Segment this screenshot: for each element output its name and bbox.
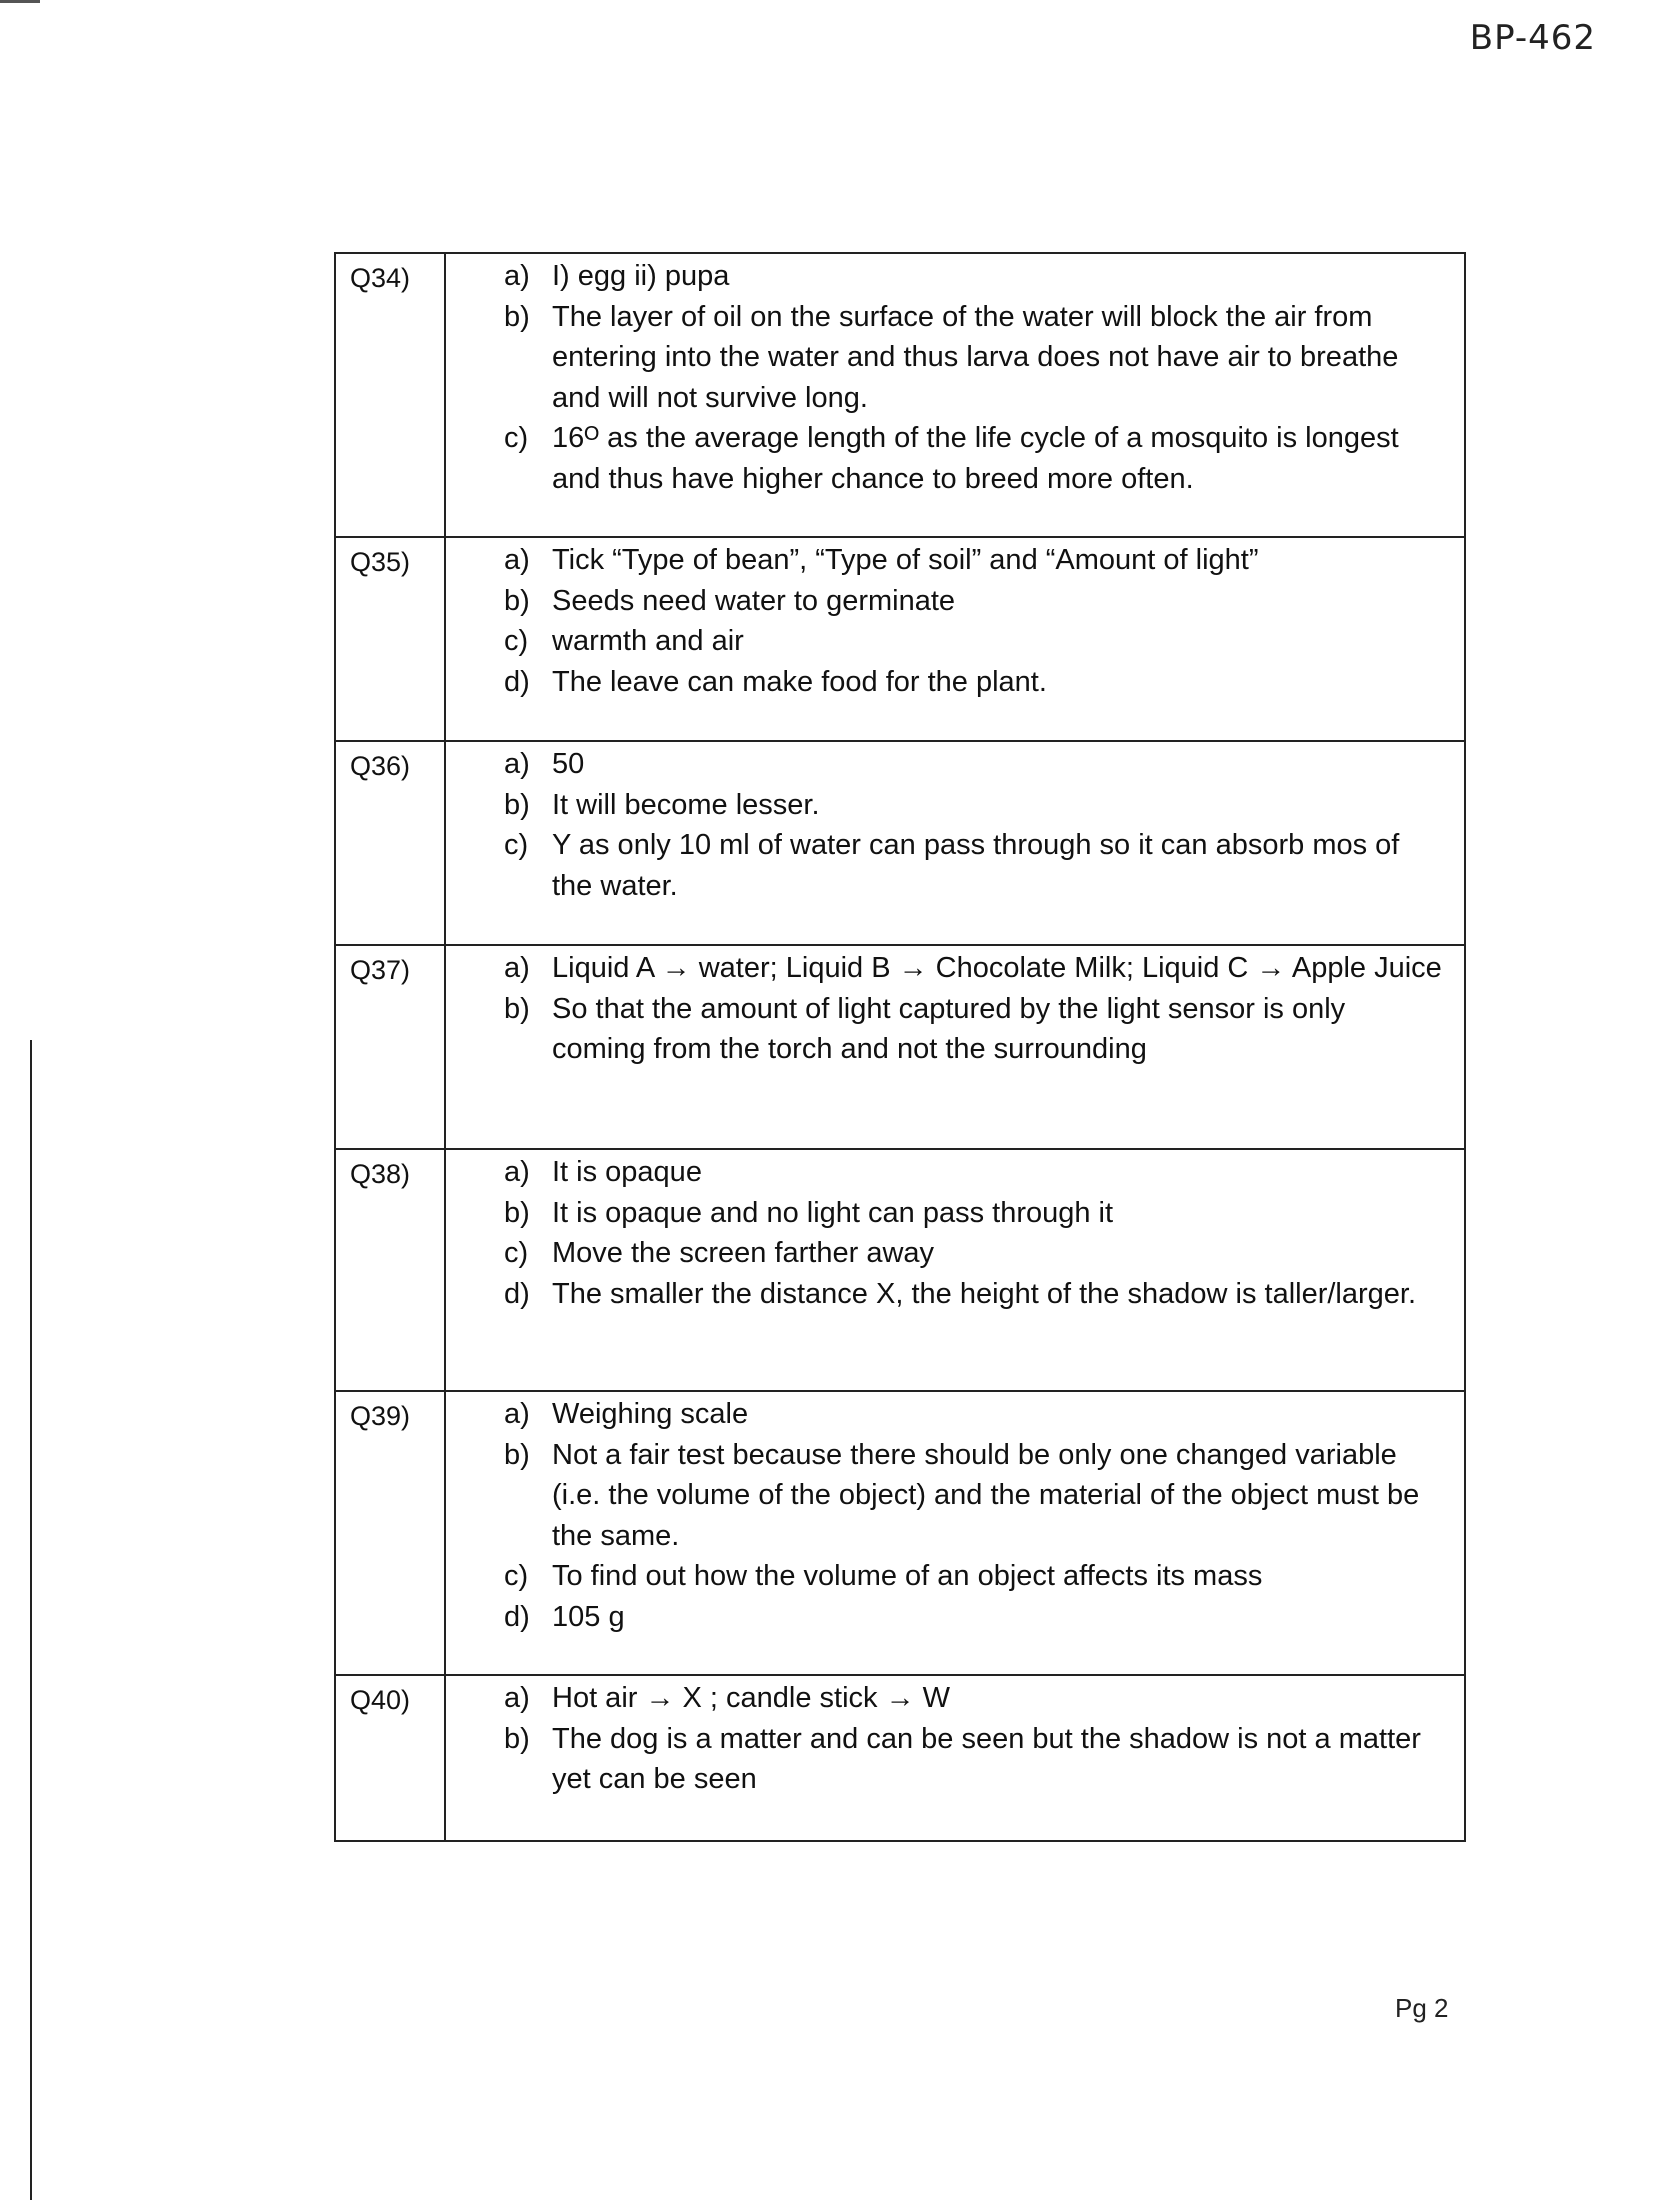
answer-text: Move the screen farther away (552, 1237, 935, 1269)
answer-text: I) egg ii) pupa (552, 260, 730, 292)
list-item (446, 744, 1444, 785)
answer-letter: b) (504, 584, 530, 617)
answer-text: So that the amount of light captured by the light sensor is only coming from the torch and not the surrounding (552, 992, 1346, 1065)
list-item (446, 297, 1444, 419)
list-item (446, 1597, 1444, 1638)
answer-letter: c) (504, 422, 529, 454)
answer-letter: b) (504, 1196, 530, 1229)
answer-text: Tick “Type of bean”, “Type of soil” and “Amount of light” (552, 544, 1259, 576)
table-row (335, 1149, 1465, 1391)
answer-text: Hot air → X ; candle stick → W (552, 1682, 951, 1714)
question-number: Q35) (350, 547, 411, 577)
answer-letter: c) (504, 625, 529, 657)
answer-text: The leave can make food for the plant. (552, 665, 1047, 698)
question-number: Q39) (350, 1401, 411, 1431)
answer-letter: b) (504, 1438, 530, 1471)
answer-list (446, 254, 1464, 499)
answer-letter: a) (504, 748, 530, 780)
answer-list (446, 946, 1464, 1070)
answer-list (446, 742, 1464, 906)
list-item (446, 1719, 1444, 1800)
list-item (446, 1193, 1444, 1234)
answer-text: 50 (552, 748, 585, 780)
list-item (446, 1435, 1444, 1557)
answer-letter: c) (504, 1237, 529, 1269)
answer-text: It is opaque and no light can pass through it (552, 1196, 1114, 1229)
list-item (446, 662, 1444, 703)
answer-text: It is opaque (552, 1156, 702, 1188)
answer-letter: a) (504, 1156, 530, 1188)
table-row (335, 537, 1465, 741)
answer-text: Not a fair test because there should be only one changed variable (i.e. the volume of the object) and the material of the object must be the same. (552, 1438, 1420, 1552)
list-item (446, 785, 1444, 826)
answer-letter: c) (504, 829, 529, 861)
answer-letter: d) (504, 665, 530, 698)
answer-text: It will become lesser. (552, 788, 820, 821)
answer-letter: a) (504, 260, 530, 292)
answer-text: Seeds need water to germinate (552, 584, 956, 617)
answer-text: Liquid A → water; Liquid B → Chocolate Milk; Liquid C → Apple Juice (552, 952, 1442, 984)
answer-text: warmth and air (552, 625, 744, 657)
question-number: Q37) (350, 955, 411, 985)
answer-letter: a) (504, 1682, 530, 1714)
table-row (335, 945, 1465, 1149)
answer-text: To find out how the volume of an object affects its mass (552, 1560, 1263, 1592)
answer-key-table (334, 252, 1466, 1842)
question-number: Q36) (350, 751, 411, 781)
scan-margin-line (30, 1040, 32, 2200)
answer-letter: b) (504, 1722, 530, 1755)
answer-text: 105 g (552, 1600, 625, 1633)
answer-list (446, 1150, 1464, 1314)
question-number: Q38) (350, 1159, 411, 1189)
answer-list (446, 538, 1464, 702)
answer-letter: b) (504, 300, 530, 333)
list-item (446, 1233, 1444, 1274)
answer-letter: d) (504, 1277, 530, 1310)
answer-letter: b) (504, 788, 530, 821)
list-item (446, 1556, 1444, 1597)
answer-letter: a) (504, 952, 530, 984)
answer-text: Y as only 10 ml of water can pass through so it can absorb mos of the water. (552, 829, 1400, 902)
table-row (335, 253, 1465, 537)
answer-text: Weighing scale (552, 1398, 749, 1430)
answer-letter: b) (504, 992, 530, 1025)
list-item (446, 1274, 1444, 1315)
scan-edge-mark (0, 0, 40, 3)
list-item (446, 540, 1444, 581)
answer-list (446, 1392, 1464, 1637)
list-item (446, 1678, 1444, 1719)
answer-letter: c) (504, 1560, 529, 1592)
list-item (446, 948, 1444, 989)
list-item (446, 1152, 1444, 1193)
answer-text: 16ᴼ as the average length of the life cycle of a mosquito is longest and thus have higher chance to breed more often. (552, 422, 1399, 495)
answer-letter: d) (504, 1600, 530, 1633)
list-item (446, 418, 1444, 499)
list-item (446, 581, 1444, 622)
answer-letter: a) (504, 1398, 530, 1430)
list-item (446, 621, 1444, 662)
answer-letter: a) (504, 544, 530, 576)
list-item (446, 825, 1444, 906)
table-row (335, 1675, 1465, 1841)
table-row (335, 1391, 1465, 1675)
answer-text: The smaller the distance X, the height of the shadow is taller/larger. (552, 1277, 1417, 1310)
answer-text: The layer of oil on the surface of the water will block the air from entering into the water and thus larva does not have air to breathe and will not survive long. (552, 300, 1399, 414)
list-item (446, 1394, 1444, 1435)
answer-text: The dog is a matter and can be seen but the shadow is not a matter yet can be seen (552, 1722, 1421, 1795)
document-code: BP-462 (1469, 18, 1596, 58)
question-number: Q34) (350, 263, 411, 293)
question-number: Q40) (350, 1685, 411, 1715)
table-row (335, 741, 1465, 945)
page-number: Pg 2 (1395, 1993, 1449, 2023)
list-item (446, 989, 1444, 1070)
answer-list (446, 1676, 1464, 1800)
list-item (446, 256, 1444, 297)
